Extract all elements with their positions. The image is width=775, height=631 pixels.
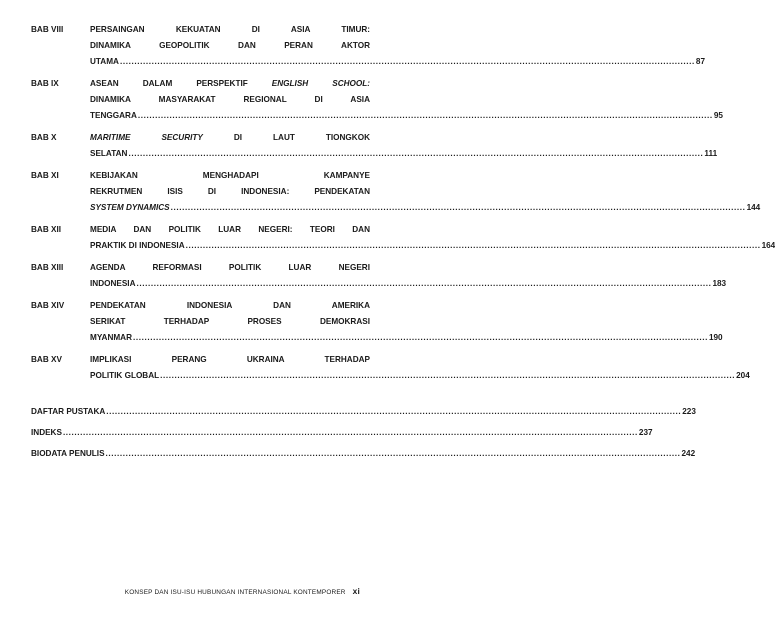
dot-leader: ........................................................................................................................................................................................................ xyxy=(137,111,713,120)
page-ref: 183 xyxy=(712,279,727,288)
page-ref: 87 xyxy=(695,57,706,66)
title-line xyxy=(90,200,170,216)
title-last-line xyxy=(90,146,718,162)
page-number: xi xyxy=(352,586,360,596)
toc-entry[interactable] xyxy=(31,76,723,124)
dot-leader: ........................................................................................................................................................................................................ xyxy=(133,333,708,342)
title-line: REKRUTMEN ISIS DI INDONESIA: PENDEKATAN xyxy=(90,187,370,196)
page-ref: 237 xyxy=(638,428,653,437)
title-line: PERSAINGAN KEKUATAN DI ASIA TIMUR: xyxy=(90,25,370,34)
page-ref: 164 xyxy=(761,241,775,250)
title-line: MEDIA DAN POLITIK LUAR NEGERI: TEORI DAN xyxy=(90,225,370,234)
title-line: TENGGARA xyxy=(90,111,137,120)
toc-entry[interactable] xyxy=(31,130,718,162)
page-ref: 95 xyxy=(713,111,723,120)
back-matter-label: DAFTAR PUSTAKA xyxy=(31,407,106,416)
toc-entry[interactable] xyxy=(31,260,727,292)
page-ref: 204 xyxy=(736,371,750,380)
back-matter-entry[interactable] xyxy=(31,425,653,441)
running-title: KONSEP DAN ISU-ISU HUBUNGAN INTERNASIONAL KONTEMPORER xyxy=(124,589,346,596)
chapter-title xyxy=(90,22,706,70)
chapter-title xyxy=(90,222,775,254)
title-last-line xyxy=(90,238,775,254)
toc-entry[interactable] xyxy=(31,168,761,216)
title-line: POLITIK GLOBAL xyxy=(90,371,160,380)
title-last-line xyxy=(90,200,761,216)
chapter-number: BAB VIII xyxy=(31,25,64,34)
chapter-number: BAB XI xyxy=(31,171,59,180)
chapter-number: BAB IX xyxy=(31,79,59,88)
title-line: DINAMIKA MASYARAKAT REGIONAL DI ASIA xyxy=(90,95,370,104)
title-last-line xyxy=(90,108,723,124)
toc-entry[interactable] xyxy=(31,22,706,70)
chapter-number: BAB XIII xyxy=(31,263,64,272)
chapter-title xyxy=(90,130,718,162)
chapter-number: BAB XII xyxy=(31,225,62,234)
title-line: INDONESIA xyxy=(90,279,136,288)
title-line: MYANMAR xyxy=(90,333,132,342)
title-line: PRAKTIK DI INDONESIA xyxy=(90,241,185,250)
dot-leader: ........................................................................................................................................................................................................ xyxy=(136,279,712,288)
chapter-number: BAB XV xyxy=(31,355,62,364)
page-ref: 223 xyxy=(682,407,696,416)
title-last-line xyxy=(90,276,727,292)
dot-leader: ........................................................................................................................................................................................................ xyxy=(170,203,746,212)
section-gap xyxy=(31,390,371,404)
dot-leader: ........................................................................................................................................................................................................ xyxy=(185,241,761,250)
title-line: IMPLIKASI PERANG UKRAINA TERHADAP xyxy=(90,355,370,364)
dot-leader: ........................................................................................................................................................................................................ xyxy=(105,449,681,458)
dot-leader: ........................................................................................................................................................................................................ xyxy=(160,371,736,380)
dot-leader: ........................................................................................................................................................................................................ xyxy=(119,57,695,66)
title-line: ASEAN DALAM PERSPEKTIF ENGLISH SCHOOL: xyxy=(90,79,370,88)
title-last-line xyxy=(90,54,706,70)
title-last-line xyxy=(90,368,750,384)
page-ref: 111 xyxy=(704,149,718,158)
chapter-title xyxy=(90,168,761,216)
toc-entry[interactable] xyxy=(31,352,750,384)
page-ref: 144 xyxy=(746,203,761,212)
chapter-number: BAB X xyxy=(31,133,57,142)
page-ref: 190 xyxy=(708,333,723,342)
title-last-line xyxy=(90,330,723,346)
dot-leader: ........................................................................................................................................................................................................ xyxy=(106,407,682,416)
back-matter-entry[interactable] xyxy=(31,404,696,420)
dot-leader: ........................................................................................................................................................................................................ xyxy=(62,428,638,437)
chapter-title xyxy=(90,298,723,346)
toc-entry[interactable] xyxy=(31,222,775,254)
title-line: UTAMA xyxy=(90,57,119,66)
toc-entry[interactable] xyxy=(31,298,723,346)
chapter-title xyxy=(90,260,727,292)
title-line: MARITIME SECURITY DI LAUT TIONGKOK xyxy=(90,133,370,142)
italic-term: MARITIME SECURITY xyxy=(90,133,203,142)
title-line: PENDEKATAN INDONESIA DAN AMERIKA xyxy=(90,301,370,310)
back-matter-label: INDEKS xyxy=(31,428,62,437)
chapter-number: BAB XIV xyxy=(31,301,65,310)
title-line: SELATAN xyxy=(90,149,128,158)
italic-term: ENGLISH SCHOOL: xyxy=(271,79,370,88)
chapter-title xyxy=(90,352,750,384)
back-matter-label: BIODATA PENULIS xyxy=(31,449,105,458)
title-line: AGENDA REFORMASI POLITIK LUAR NEGERI xyxy=(90,263,370,272)
italic-term: SYSTEM DYNAMICS xyxy=(90,203,170,212)
chapter-title xyxy=(90,76,723,124)
title-line: KEBIJAKAN MENGHADAPI KAMPANYE xyxy=(90,171,370,180)
page-ref: 242 xyxy=(681,449,696,458)
title-line: DINAMIKA GEOPOLITIK DAN PERAN AKTOR xyxy=(90,41,370,50)
dot-leader: ........................................................................................................................................................................................................ xyxy=(128,149,704,158)
page-footer xyxy=(0,586,360,596)
back-matter-entry[interactable] xyxy=(31,446,696,462)
table-of-contents xyxy=(31,22,775,467)
title-line: SERIKAT TERHADAP PROSES DEMOKRASI xyxy=(90,317,370,326)
